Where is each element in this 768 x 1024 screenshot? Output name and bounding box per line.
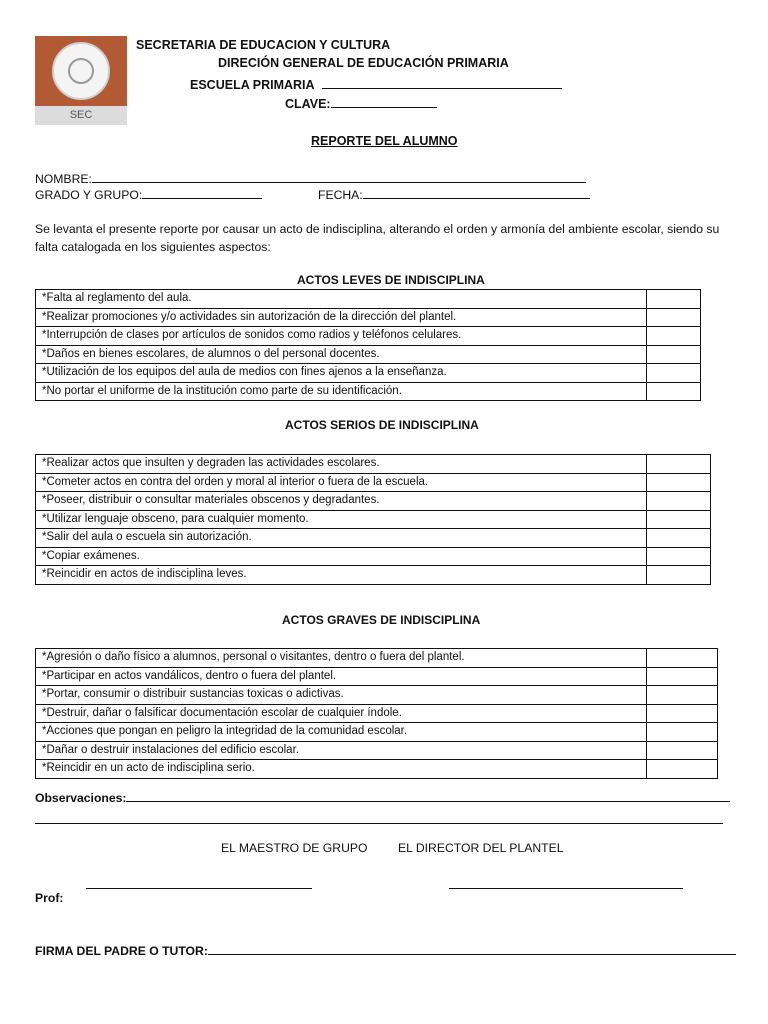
- act-item: *Participar en actos vandálicos, dentro o fuera del plantel.: [36, 667, 647, 686]
- observaciones-label: Observaciones:: [35, 791, 127, 805]
- clave-label: CLAVE:: [285, 97, 331, 111]
- observaciones-blank-2[interactable]: [35, 811, 723, 824]
- header-escuela: [190, 76, 562, 92]
- check-box[interactable]: [647, 760, 718, 779]
- field-fecha: [318, 186, 590, 202]
- section-title-serios: ACTOS SERIOS DE INDISCIPLINA: [285, 418, 479, 432]
- padre-label: FIRMA DEL PADRE O TUTOR:: [35, 944, 208, 958]
- check-box[interactable]: [647, 704, 718, 723]
- act-item: *Salir del aula o escuela sin autorización.: [36, 529, 647, 548]
- escuela-label: ESCUELA PRIMARIA: [190, 78, 315, 92]
- table-row: [36, 686, 718, 705]
- field-grado: [35, 186, 262, 202]
- page-title: REPORTE DEL ALUMNO: [311, 134, 458, 148]
- check-box[interactable]: [647, 308, 701, 327]
- grado-blank[interactable]: [142, 186, 262, 199]
- table-row: [36, 547, 711, 566]
- check-box[interactable]: [647, 345, 701, 364]
- grado-label: GRADO Y GRUPO:: [35, 188, 143, 202]
- check-box[interactable]: [647, 327, 701, 346]
- act-item: *Portar, consumir o distribuir sustancias toxicas o adictivas.: [36, 686, 647, 705]
- director-signature-line[interactable]: [449, 876, 683, 889]
- check-box[interactable]: [647, 510, 711, 529]
- logo-label: SEC: [35, 106, 127, 125]
- act-item: *Daños en bienes escolares, de alumnos o del personal docentes.: [36, 345, 647, 364]
- fecha-blank[interactable]: [363, 186, 590, 199]
- nombre-blank[interactable]: [92, 170, 586, 183]
- prof-label: Prof:: [35, 891, 64, 905]
- table-row: [36, 529, 711, 548]
- escuela-blank[interactable]: [322, 76, 562, 89]
- act-item: *Poseer, distribuir o consultar materiales obscenos y degradantes.: [36, 492, 647, 511]
- act-item: *Interrupción de clases por artículos de sonidos como radios y teléfonos celulares.: [36, 327, 647, 346]
- check-box[interactable]: [647, 723, 718, 742]
- act-item: *Falta al reglamento del aula.: [36, 290, 647, 309]
- table-row: [36, 382, 701, 401]
- table-row: [36, 704, 718, 723]
- maestro-label: EL MAESTRO DE GRUPO: [221, 841, 368, 855]
- table-row: [36, 290, 701, 309]
- check-box[interactable]: [647, 649, 718, 668]
- nombre-label: NOMBRE:: [35, 172, 92, 186]
- fecha-label: FECHA:: [318, 188, 363, 202]
- observaciones-blank-1[interactable]: [126, 789, 730, 802]
- check-box[interactable]: [647, 529, 711, 548]
- table-row: [36, 473, 711, 492]
- intro-paragraph: Se levanta el presente reporte por causar un acto de indisciplina, alterando el orden y armonía del ambiente escolar, siendo su falta catalogada en los siguientes aspectos:: [35, 222, 720, 254]
- check-box[interactable]: [647, 741, 718, 760]
- seal-icon: [52, 42, 110, 100]
- padre-signature-line[interactable]: [208, 942, 736, 955]
- act-item: *Reincidir en actos de indisciplina leves.: [36, 566, 647, 585]
- act-item: *Agresión o daño físico a alumnos, personal o visitantes, dentro o fuera del plantel.: [36, 649, 647, 668]
- header-secretaria: SECRETARIA DE EDUCACION Y CULTURA: [136, 38, 391, 52]
- table-serios: [35, 454, 711, 585]
- table-row: [36, 760, 718, 779]
- check-box[interactable]: [647, 382, 701, 401]
- table-graves: [35, 648, 718, 779]
- check-box[interactable]: [647, 364, 701, 383]
- check-box[interactable]: [647, 686, 718, 705]
- header-clave: [285, 95, 437, 111]
- act-item: *Realizar promociones y/o actividades sin autorización de la dirección del plantel.: [36, 308, 647, 327]
- table-row: [36, 510, 711, 529]
- check-box[interactable]: [647, 566, 711, 585]
- act-item: *Utilización de los equipos del aula de medios con fines ajenos a la enseñanza.: [36, 364, 647, 383]
- check-box[interactable]: [647, 547, 711, 566]
- sec-logo: [35, 36, 127, 125]
- section-title-leves: ACTOS LEVES DE INDISCIPLINA: [297, 273, 485, 287]
- check-box[interactable]: [647, 290, 701, 309]
- check-box[interactable]: [647, 473, 711, 492]
- table-leves: [35, 289, 701, 401]
- table-row: [36, 327, 701, 346]
- act-item: *Realizar actos que insulten y degraden las actividades escolares.: [36, 455, 647, 474]
- act-item: *Utilizar lenguaje obsceno, para cualquier momento.: [36, 510, 647, 529]
- director-label: EL DIRECTOR DEL PLANTEL: [398, 841, 564, 855]
- header-direccion: DIRECIÓN GENERAL DE EDUCACIÓN PRIMARIA: [218, 56, 509, 70]
- check-box[interactable]: [647, 455, 711, 474]
- act-item: *Copiar exámenes.: [36, 547, 647, 566]
- table-row: [36, 566, 711, 585]
- act-item: *Acciones que pongan en peligro la integridad de la comunidad escolar.: [36, 723, 647, 742]
- table-row: [36, 492, 711, 511]
- act-item: *Cometer actos en contra del orden y moral al interior o fuera de la escuela.: [36, 473, 647, 492]
- clave-blank[interactable]: [331, 95, 437, 108]
- act-item: *No portar el uniforme de la institución como parte de su identificación.: [36, 382, 647, 401]
- maestro-signature-line[interactable]: [86, 876, 312, 889]
- check-box[interactable]: [647, 492, 711, 511]
- table-row: [36, 345, 701, 364]
- table-row: [36, 455, 711, 474]
- section-title-graves: ACTOS GRAVES DE INDISCIPLINA: [282, 613, 481, 627]
- field-nombre: [35, 170, 586, 186]
- act-item: *Destruir, dañar o falsificar documentación escolar de cualquier índole.: [36, 704, 647, 723]
- table-row: [36, 667, 718, 686]
- act-item: *Dañar o destruir instalaciones del edificio escolar.: [36, 741, 647, 760]
- table-row: [36, 723, 718, 742]
- table-row: [36, 649, 718, 668]
- act-item: *Reincidir en un acto de indisciplina serio.: [36, 760, 647, 779]
- padre-field: [35, 942, 736, 958]
- table-row: [36, 741, 718, 760]
- observaciones: [35, 789, 730, 805]
- logo-emblem: [35, 36, 127, 106]
- table-row: [36, 308, 701, 327]
- table-row: [36, 364, 701, 383]
- check-box[interactable]: [647, 667, 718, 686]
